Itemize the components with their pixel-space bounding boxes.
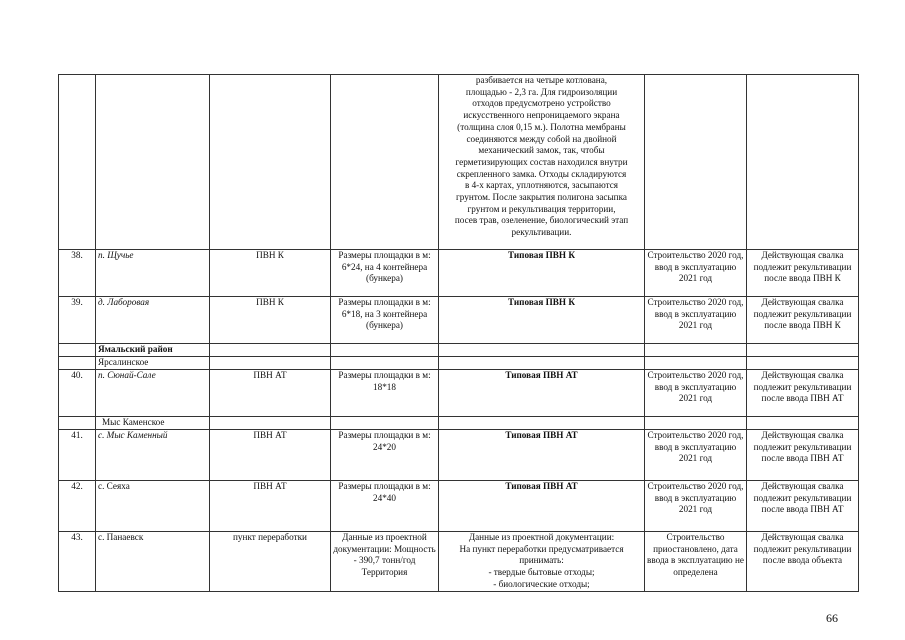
- cell-empty: [210, 417, 331, 430]
- site-params: Размеры площадки в м: 6*18, на 3 контейнера (бункера): [331, 297, 439, 344]
- table-row: [59, 250, 859, 297]
- object-type: ПВН К: [210, 297, 331, 344]
- cell-empty: [439, 357, 645, 370]
- cell-empty: [210, 357, 331, 370]
- cell-num: [59, 75, 96, 250]
- sub-area-name: Мыс Каменское: [96, 417, 210, 430]
- design-info: Типовая ПВН АТ: [439, 430, 645, 481]
- row-number: 39.: [59, 297, 96, 344]
- object-type: ПВН АТ: [210, 370, 331, 417]
- construction-timing: Строительство 2020 год, ввод в эксплуатацию 2021 год: [645, 430, 747, 481]
- table-row: [59, 297, 859, 344]
- cell-empty: [210, 344, 331, 357]
- current-status: Действующая свалка подлежит рекультивации после ввода ПВН К: [747, 297, 859, 344]
- object-type: ПВН АТ: [210, 430, 331, 481]
- settlement-name: д. Лаборовая: [96, 297, 210, 344]
- object-type: ПВН К: [210, 250, 331, 297]
- cell-empty: [59, 344, 96, 357]
- cell-empty: [439, 344, 645, 357]
- cell-empty: [747, 357, 859, 370]
- sub-area-row: [59, 357, 859, 370]
- design-info: Типовая ПВН К: [439, 250, 645, 297]
- cell-empty: [645, 344, 747, 357]
- settlement-name: п. Щучье: [96, 250, 210, 297]
- construction-timing: Строительство 2020 год, ввод в эксплуатацию 2021 год: [645, 250, 747, 297]
- cell-design: разбивается на четыре котлована, площадью - 2,3 га. Для гидроизоляции отходов предусмотрено устройство искусственного непроницаемого экрана (толщина слоя 0,15 м.). Полотна мембраны соединяются между собой на двойной механический замок, так, чтобы герметизирующих состав находился внутри скрепленного замка. Отходы складируются в 4-х картах, уплотняются, засыпаются грунтом. После закрытия полигона засыпка грунтом и рекультивация территории, посев трав, озеленение, биологический этап рекультивации.: [439, 75, 645, 250]
- current-status: Действующая свалка подлежит рекультивации после ввода ПВН АТ: [747, 370, 859, 417]
- current-status: Действующая свалка подлежит рекультивации после ввода ПВН АТ: [747, 430, 859, 481]
- sub-area-row: [59, 417, 859, 430]
- row-number: 38.: [59, 250, 96, 297]
- table-row-continuation: [59, 75, 859, 250]
- cell-empty: [59, 357, 96, 370]
- cell-empty: [439, 417, 645, 430]
- settlement-name: п. Сюнай-Сале: [96, 370, 210, 417]
- construction-timing: Строительство 2020 год, ввод в эксплуатацию 2021 год: [645, 370, 747, 417]
- row-number: 41.: [59, 430, 96, 481]
- current-status: Действующая свалка подлежит рекультивации после ввода ПВН К: [747, 250, 859, 297]
- cell-current: [747, 75, 859, 250]
- cell-empty: [331, 357, 439, 370]
- construction-timing: Строительство 2020 год, ввод в эксплуатацию 2021 год: [645, 481, 747, 532]
- waste-facilities-table: [58, 74, 859, 592]
- district-header-row: [59, 344, 859, 357]
- row-number: 43.: [59, 532, 96, 592]
- settlement-name: с. Сеяха: [96, 481, 210, 532]
- cell-empty: [747, 417, 859, 430]
- current-status: Действующая свалка подлежит рекультивации после ввода ПВН АТ: [747, 481, 859, 532]
- cell-empty: [747, 344, 859, 357]
- construction-timing: Строительство 2020 год, ввод в эксплуатацию 2021 год: [645, 297, 747, 344]
- site-params: Данные из проектной документации: Мощность - 390,7 тонн/год Территория: [331, 532, 439, 592]
- cell-empty: [645, 417, 747, 430]
- table-row: [59, 370, 859, 417]
- settlement-name: с. Мыс Каменный: [96, 430, 210, 481]
- object-type: пункт переработки: [210, 532, 331, 592]
- page-number: 66: [826, 611, 838, 625]
- design-info: Типовая ПВН АТ: [439, 481, 645, 532]
- design-info: Типовая ПВН АТ: [439, 370, 645, 417]
- cell-settlement: [96, 75, 210, 250]
- row-number: 40.: [59, 370, 96, 417]
- site-params: Размеры площадки в м: 6*24, на 4 контейнера (бункера): [331, 250, 439, 297]
- cell-empty: [59, 417, 96, 430]
- sub-area-name: Ярсалинское: [96, 357, 210, 370]
- construction-timing: Строительство приостановлено, дата ввода в эксплуатацию не определена: [645, 532, 747, 592]
- cell-timing: [645, 75, 747, 250]
- cell-empty: [331, 417, 439, 430]
- cell-empty: [645, 357, 747, 370]
- site-params: Размеры площадки в м: 24*40: [331, 481, 439, 532]
- cell-object-type: [210, 75, 331, 250]
- site-params: Размеры площадки в м: 18*18: [331, 370, 439, 417]
- settlement-name: с. Панаевск: [96, 532, 210, 592]
- cell-params: [331, 75, 439, 250]
- row-number: 42.: [59, 481, 96, 532]
- design-info: Типовая ПВН К: [439, 297, 645, 344]
- table-row: [59, 532, 859, 592]
- site-params: Размеры площадки в м: 24*20: [331, 430, 439, 481]
- district-name: Ямальский район: [96, 344, 210, 357]
- table-row: [59, 481, 859, 532]
- cell-empty: [331, 344, 439, 357]
- object-type: ПВН АТ: [210, 481, 331, 532]
- design-info: Данные из проектной документации: На пункт переработки предусматривается принимать: - твердые бытовые отходы; - биологические отходы;: [439, 532, 645, 592]
- current-status: Действующая свалка подлежит рекультивации после ввода объекта: [747, 532, 859, 592]
- table-row: [59, 430, 859, 481]
